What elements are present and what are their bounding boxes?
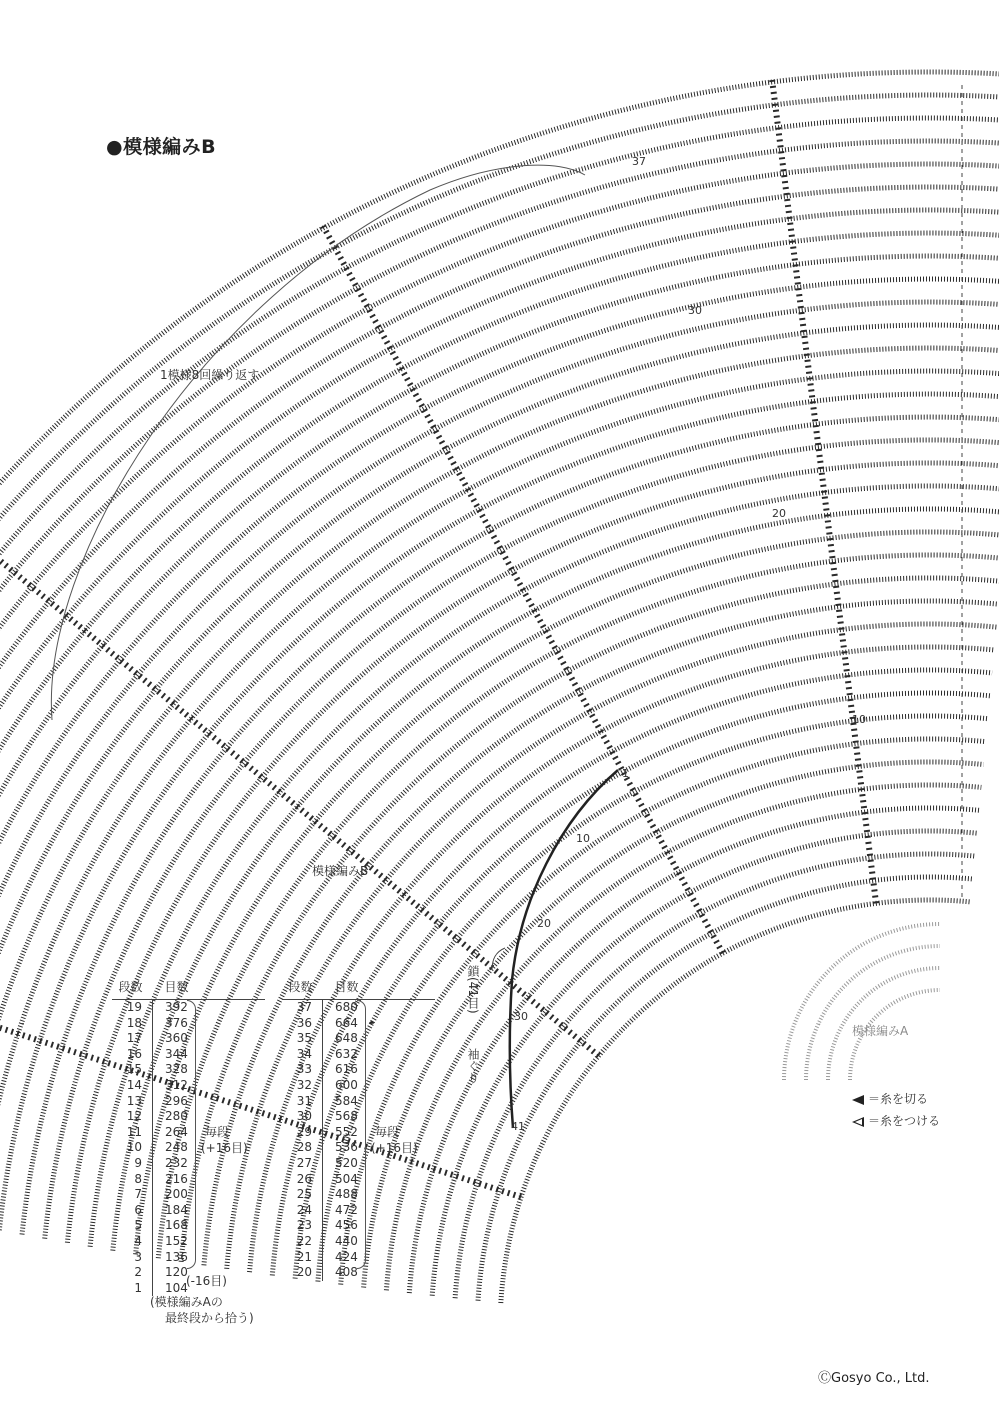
stitch-count: 648: [335, 1031, 358, 1046]
legend-cut: [852, 1090, 928, 1107]
stitch-count: 616: [335, 1062, 358, 1077]
row-number: 10: [112, 1140, 153, 1156]
row-number: 6: [112, 1203, 153, 1219]
legend-attach: [852, 1112, 940, 1129]
row-number: 2: [112, 1265, 153, 1281]
stitch-count: 200: [165, 1187, 188, 1202]
pattern-a-rings: [784, 924, 940, 1080]
row-number: 3: [112, 1250, 153, 1266]
stitch-count: 392: [165, 1000, 188, 1014]
row-number: 8: [112, 1172, 153, 1188]
increase-line: [323, 226, 723, 953]
brace-note-left-2: (+16目): [201, 1141, 248, 1155]
row-number: 36: [282, 1016, 323, 1032]
row-number: 12: [112, 1109, 153, 1125]
row-marker-20: 20: [772, 507, 786, 520]
stitch-count: 680: [335, 1000, 358, 1014]
stitch-ring: [455, 854, 975, 1298]
stitch-count: 344: [165, 1046, 188, 1061]
stitch-count: 600: [335, 1077, 358, 1092]
hollow-triangle-icon: [852, 1117, 864, 1127]
page-title: ●模様編みB: [106, 136, 217, 158]
row-number: 11: [112, 1125, 153, 1141]
header-stitches: 目数: [323, 978, 435, 1000]
stitch-count: 456: [335, 1218, 358, 1233]
row-number: 33: [282, 1062, 323, 1078]
inner-marker-20: 20: [537, 917, 551, 930]
stitch-count: 312: [165, 1077, 188, 1092]
pattern-a-label: 模様編みA: [852, 1024, 909, 1038]
inner-marker-41: 41: [511, 1120, 525, 1133]
row-number: 21: [282, 1250, 323, 1266]
row-number: 20: [282, 1265, 323, 1281]
row-number: 19: [112, 1000, 153, 1016]
stitch-count: 408: [335, 1265, 358, 1280]
stitch-count: 248: [165, 1140, 188, 1155]
footnote-1: (模様編みAの: [150, 1295, 223, 1309]
legend-attach-text: ＝糸をつける: [868, 1114, 941, 1128]
stitch-count: 184: [165, 1202, 188, 1217]
stitch-count: 120: [165, 1265, 188, 1280]
stitch-count: 376: [165, 1015, 188, 1030]
stitch-count: 504: [335, 1171, 358, 1186]
inner-marker-1: 1: [622, 767, 629, 780]
brace-note-right-2: (+16目): [371, 1141, 418, 1155]
row-number: 26: [282, 1172, 323, 1188]
stitch-count: 136: [165, 1249, 188, 1264]
footnote-2: 最終段から拾う): [165, 1311, 254, 1325]
row-number: 4: [112, 1234, 153, 1250]
row-number: 32: [282, 1078, 323, 1094]
stitch-count: 488: [335, 1187, 358, 1202]
pattern-b-label: 模様編みB: [312, 864, 369, 878]
brace-left: [187, 1000, 196, 1269]
legend-cut-text: ＝糸を切る: [868, 1092, 929, 1106]
armhole-chain: [510, 770, 618, 1128]
stitch-count: 552: [335, 1124, 358, 1139]
row-number: 7: [112, 1187, 153, 1203]
row-number: 27: [282, 1156, 323, 1172]
row-number: 35: [282, 1031, 323, 1047]
stitch-count: 280: [165, 1109, 188, 1124]
brace-note-right-1: 毎段: [375, 1125, 400, 1139]
row-number: 37: [282, 1000, 323, 1016]
row1-note: (-16目): [186, 1274, 227, 1288]
filled-triangle-icon: [852, 1095, 864, 1105]
stitch-count: 216: [165, 1171, 188, 1186]
header-rows: 段数: [282, 978, 323, 1000]
stitch-count: 328: [165, 1062, 188, 1077]
repeat-label: 1模様8回繰り返す: [160, 368, 260, 382]
stitch-count: 632: [335, 1046, 358, 1061]
row-number: 29: [282, 1125, 323, 1141]
stitch-count: 440: [335, 1233, 358, 1248]
stitch-count: 424: [335, 1249, 358, 1264]
row-number: 31: [282, 1094, 323, 1110]
row-number: 34: [282, 1047, 323, 1063]
repeat-bracket: [51, 165, 585, 720]
stitch-count: 104: [165, 1280, 188, 1295]
stitch-count: 472: [335, 1202, 358, 1217]
stitch-count: 168: [165, 1218, 188, 1233]
stitch-count: 584: [335, 1093, 358, 1108]
chain-count-label: 鎖(41目): [466, 965, 480, 1014]
header-rows: 段数: [112, 978, 153, 1000]
row-number: 13: [112, 1094, 153, 1110]
brace-note-left-1: 毎段: [205, 1125, 230, 1139]
row-number: 14: [112, 1078, 153, 1094]
row-number: 17: [112, 1031, 153, 1047]
inner-marker-30: 30: [514, 1010, 528, 1023]
row-number: 22: [282, 1234, 323, 1250]
pattern-a-ring: [806, 946, 940, 1080]
stitch-count: 664: [335, 1015, 358, 1030]
row-marker-37: 37: [632, 155, 646, 168]
row-number: 16: [112, 1047, 153, 1063]
stitch-count: 520: [335, 1155, 358, 1170]
row-number: 30: [282, 1109, 323, 1125]
row-number: 23: [282, 1218, 323, 1234]
row-marker-10: 10: [852, 713, 866, 726]
stitch-count: 152: [165, 1233, 188, 1248]
stitch-count: 232: [165, 1155, 188, 1170]
stitch-count: 264: [165, 1124, 188, 1139]
row-number: 18: [112, 1016, 153, 1032]
stitch-count: 536: [335, 1140, 358, 1155]
copyright: ⒸGosyo Co., Ltd.: [818, 1371, 930, 1386]
stitch-count: 568: [335, 1109, 358, 1124]
armhole-label: 袖ぐり: [466, 1048, 480, 1084]
stitch-count: 296: [165, 1093, 188, 1108]
brace-right: [357, 1000, 366, 1269]
row-number: 24: [282, 1203, 323, 1219]
row-number: 25: [282, 1187, 323, 1203]
row-number: 9: [112, 1156, 153, 1172]
row-number: 28: [282, 1140, 323, 1156]
row-number: 5: [112, 1218, 153, 1234]
row-number: 1: [112, 1281, 153, 1297]
row-number: 15: [112, 1062, 153, 1078]
header-stitches: 目数: [153, 978, 265, 1000]
inner-marker-10: 10: [576, 832, 590, 845]
row-marker-30: 30: [688, 304, 702, 317]
stitch-count: 360: [165, 1031, 188, 1046]
